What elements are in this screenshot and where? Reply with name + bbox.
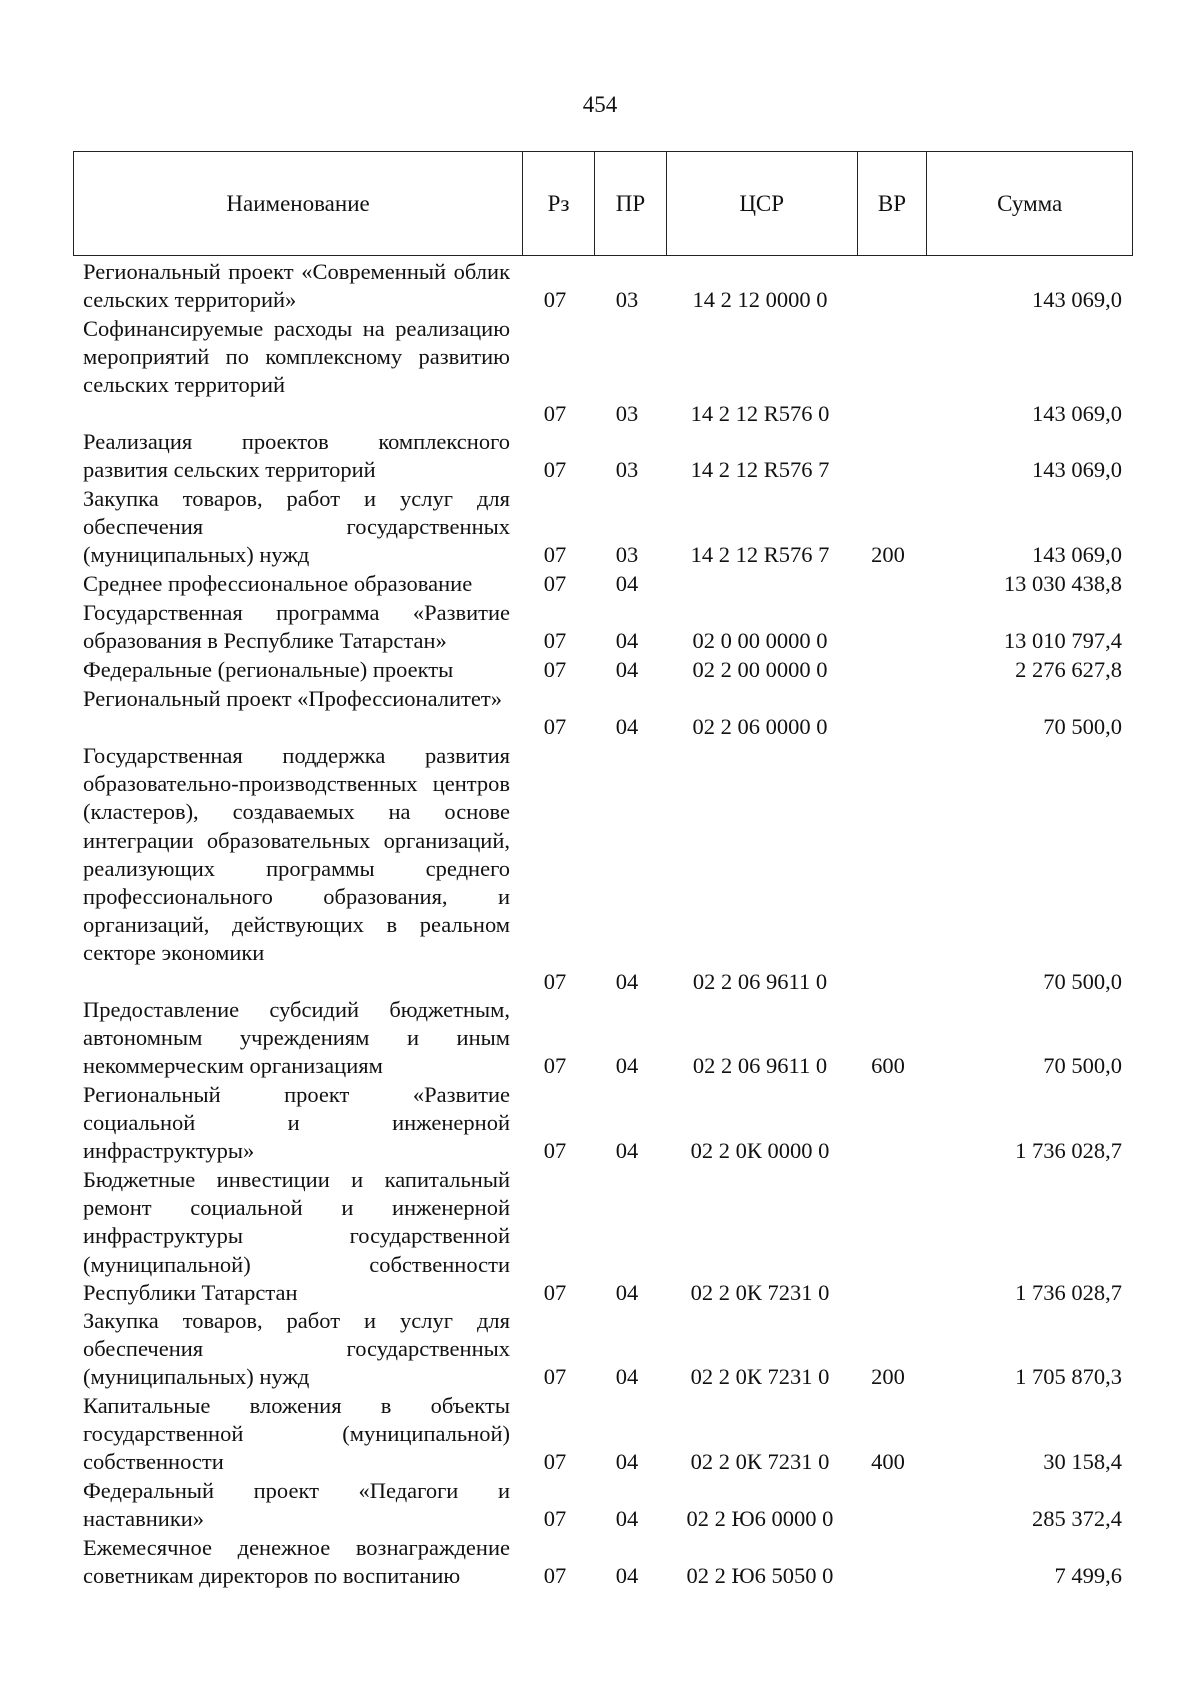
row-csr: 02 2 Ю6 0000 0 (686, 1506, 834, 1531)
table-row (0, 996, 1200, 1081)
row-name: Капитальные вложения в объекты государственной (муниципальной) собственности (83, 1393, 510, 1475)
row-pr: 04 (615, 1563, 639, 1588)
row-rz: 07 (543, 1449, 567, 1474)
table-row (0, 685, 1200, 742)
row-pr: 04 (615, 657, 639, 682)
row-name: Региональный проект «Развитие социальной и инженерной инфраструктуры» (83, 1082, 510, 1164)
row-rz: 07 (543, 1053, 567, 1078)
row-csr: 02 0 00 0000 0 (692, 628, 828, 653)
row-name: Федеральные (региональные) проекты (83, 657, 454, 682)
row-pr: 04 (615, 714, 639, 739)
row-csr: 02 2 0К 7231 0 (690, 1280, 830, 1305)
row-rz: 07 (543, 1138, 567, 1163)
row-pr: 04 (615, 1449, 639, 1474)
row-rz: 07 (543, 1506, 567, 1531)
row-name: Закупка товаров, работ и услуг для обеспечения государственных (муниципальных) нужд (83, 1308, 510, 1390)
table-body (0, 258, 1200, 1591)
row-csr: 02 2 Ю6 5050 0 (686, 1563, 834, 1588)
row-csr: 14 2 12 R576 7 (690, 542, 830, 567)
header-vr: ВР (858, 152, 928, 255)
row-pr: 04 (615, 1138, 639, 1163)
row-sum: 143 069,0 (1032, 542, 1122, 567)
row-sum: 285 372,4 (1032, 1506, 1122, 1531)
row-pr: 04 (615, 1280, 639, 1305)
row-rz: 07 (543, 714, 567, 739)
row-name: Предоставление субсидий бюджетным, автономным учреждениям и иным некоммерческим организациям (83, 997, 510, 1079)
row-csr: 02 2 06 0000 0 (692, 714, 828, 739)
header-name: Наименование (74, 152, 523, 255)
row-csr: 02 2 00 0000 0 (692, 657, 828, 682)
table-row (0, 428, 1200, 485)
row-sum: 1 736 028,7 (1015, 1280, 1122, 1305)
table-row (0, 599, 1200, 656)
header-pr: ПР (595, 152, 667, 255)
row-pr: 04 (615, 1053, 639, 1078)
row-sum: 143 069,0 (1032, 287, 1122, 312)
row-rz: 07 (543, 1563, 567, 1588)
row-sum: 1 736 028,7 (1015, 1138, 1122, 1163)
row-name: Федеральный проект «Педагоги и наставники» (83, 1478, 510, 1532)
row-pr: 04 (615, 969, 639, 994)
row-pr: 03 (615, 287, 639, 312)
row-pr: 04 (615, 628, 639, 653)
header-csr: ЦСР (667, 152, 858, 255)
row-csr: 02 2 06 9611 0 (692, 969, 828, 994)
row-sum: 13 030 438,8 (1003, 571, 1122, 596)
row-rz: 07 (543, 628, 567, 653)
row-sum: 1 705 870,3 (1015, 1364, 1122, 1389)
row-name: Бюджетные инвестиции и капитальный ремонт социальной и инженерной инфраструктуры государственной (муниципальной) собственности Республики Татарстан (83, 1167, 510, 1305)
row-rz: 07 (543, 401, 567, 426)
page-number: 454 (582, 92, 618, 117)
row-csr: 14 2 12 R576 0 (690, 401, 830, 426)
row-sum: 143 069,0 (1032, 401, 1122, 426)
row-pr: 03 (615, 457, 639, 482)
row-name: Реализация проектов комплексного развития сельских территорий (83, 429, 510, 483)
table-row (0, 315, 1200, 428)
table-header (73, 151, 1133, 256)
row-rz: 07 (543, 1364, 567, 1389)
row-vr: 400 (871, 1449, 905, 1474)
row-name: Софинансируемые расходы на реализацию мероприятий по комплексному развитию сельских территорий (83, 316, 510, 398)
row-pr: 04 (615, 571, 639, 596)
row-sum: 7 499,6 (1054, 1563, 1122, 1588)
table-row (0, 258, 1200, 315)
row-name: Ежемесячное денежное вознаграждение советникам директоров по воспитанию (83, 1535, 510, 1589)
row-vr: 200 (871, 1364, 905, 1389)
row-pr: 03 (615, 542, 639, 567)
row-rz: 07 (543, 457, 567, 482)
row-sum: 13 010 797,4 (1003, 628, 1122, 653)
row-rz: 07 (543, 657, 567, 682)
row-name: Региональный проект «Профессионалитет» (83, 686, 502, 711)
table-row (0, 656, 1200, 685)
row-sum: 70 500,0 (1043, 1053, 1122, 1078)
row-vr: 600 (871, 1053, 905, 1078)
header-rz: Рз (523, 152, 595, 255)
row-sum: 30 158,4 (1043, 1449, 1122, 1474)
row-sum: 2 276 627,8 (1015, 657, 1122, 682)
row-sum: 70 500,0 (1043, 714, 1122, 739)
row-csr: 02 2 06 9611 0 (692, 1053, 828, 1078)
table-row (0, 570, 1200, 599)
table-row (0, 1307, 1200, 1392)
row-csr: 02 2 0К 0000 0 (690, 1138, 830, 1163)
row-pr: 04 (615, 1364, 639, 1389)
row-vr: 200 (871, 542, 905, 567)
row-pr: 03 (615, 401, 639, 426)
row-sum: 70 500,0 (1043, 969, 1122, 994)
row-rz: 07 (543, 571, 567, 596)
row-sum: 143 069,0 (1032, 457, 1122, 482)
row-name: Закупка товаров, работ и услуг для обеспечения государственных (муниципальных) нужд (83, 486, 510, 568)
row-pr: 04 (615, 1506, 639, 1531)
table-row (0, 1166, 1200, 1307)
row-name: Государственная поддержка развития образовательно-производственных центров (кластеров), создаваемых на основе интеграции образовательных организаций, реализующих программы среднего профессионального образования, и организаций, действующих в реальном секторе экономики (83, 743, 510, 966)
row-name: Государственная программа «Развитие образования в Республике Татарстан» (83, 600, 510, 654)
row-csr: 14 2 12 R576 7 (690, 457, 830, 482)
row-rz: 07 (543, 1280, 567, 1305)
row-name: Региональный проект «Современный облик сельских территорий» (83, 259, 510, 313)
table-row (0, 1534, 1200, 1591)
table-row (0, 485, 1200, 570)
row-rz: 07 (543, 287, 567, 312)
row-csr: 02 2 0К 7231 0 (690, 1364, 830, 1389)
row-rz: 07 (543, 969, 567, 994)
row-csr: 14 2 12 0000 0 (692, 287, 828, 312)
row-name: Среднее профессиональное образование (83, 571, 473, 596)
table-row (0, 1392, 1200, 1477)
table-row (0, 742, 1200, 996)
row-rz: 07 (543, 542, 567, 567)
table-row (0, 1477, 1200, 1534)
table-row (0, 1081, 1200, 1166)
row-csr: 02 2 0К 7231 0 (690, 1449, 830, 1474)
header-sum: Сумма (997, 190, 1063, 216)
